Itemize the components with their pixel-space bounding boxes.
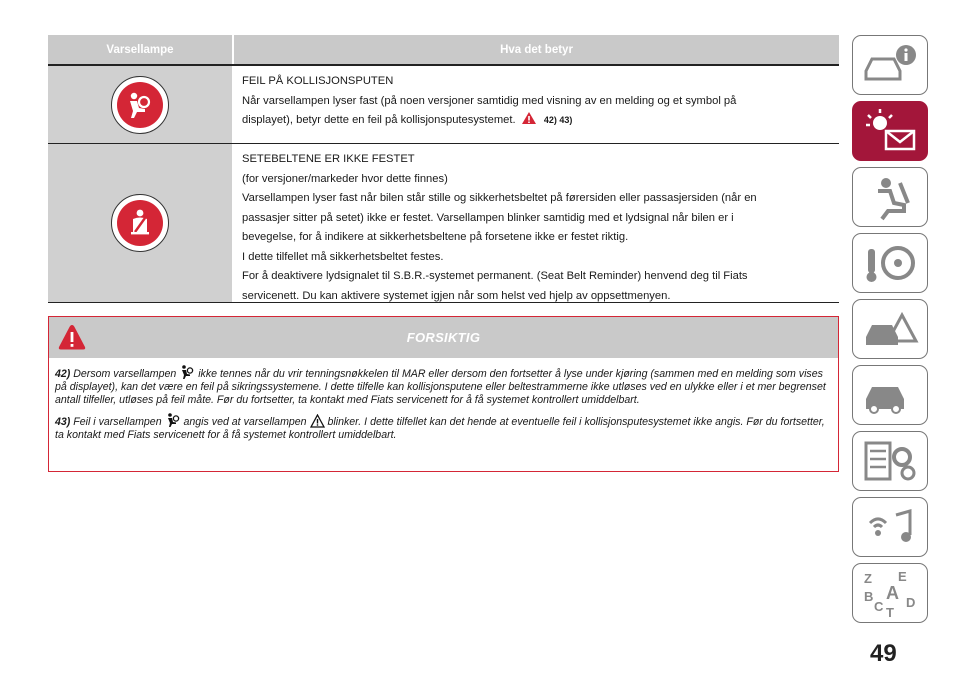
svg-text:C: C: [874, 599, 884, 614]
warning-lights-table: [48, 35, 839, 303]
warning-triangle-icon: [310, 414, 325, 428]
alphabetical-index-icon: [858, 567, 922, 619]
row-text: Varsellampen lyser fast når bilen står stille og sikkerhetsbeltet på førersiden eller passasjersiden (når en: [242, 192, 757, 204]
car-service-icon: [858, 371, 922, 419]
car-info-icon: [858, 41, 922, 89]
table-header: [48, 35, 839, 66]
seat-airbag-icon: [858, 173, 922, 221]
tab-emergency[interactable]: [852, 299, 928, 359]
airbag-symbol-icon: [179, 364, 195, 380]
row-text: bevegelse, for å indikere at sikkerhetsbeltene på forsetene ikke er festet riktig.: [242, 231, 629, 243]
row-text: displayet), betyr dette en feil på kollisjonsputesystemet.: [242, 114, 516, 126]
multimedia-icon: [858, 503, 922, 551]
warning-triangle-icon: [521, 111, 537, 125]
row-title: FEIL PÅ KOLLISJONSPUTEN: [242, 75, 394, 87]
technical-data-gears-icon: [858, 437, 922, 485]
svg-text:B: B: [864, 589, 874, 604]
tab-index[interactable]: [852, 563, 928, 623]
caution-box: [48, 316, 839, 472]
airbag-symbol-icon: [165, 412, 181, 428]
row-text: servicenett. Du kan aktivere systemet igjen når som helst ved hjelp av oppsettmenyen.: [242, 289, 671, 302]
svg-text:E: E: [898, 569, 907, 584]
tab-technical-data[interactable]: [852, 431, 928, 491]
header-meaning: Hva det betyr: [232, 35, 839, 64]
page-number: 49: [870, 640, 897, 667]
table-row: [48, 66, 839, 144]
svg-text:T: T: [886, 605, 894, 619]
caution-title: FORSIKTIG: [406, 330, 481, 345]
tab-starting-driving[interactable]: [852, 233, 928, 293]
svg-text:A: A: [886, 583, 899, 603]
tab-warning-lights[interactable]: [852, 101, 928, 161]
tab-car-info[interactable]: [852, 35, 928, 95]
caution-triangle-icon: [57, 323, 87, 351]
row-text: passasjer sitter på setet) ikke er festet. Varsellampen blinker samtidig med et lydsignal når bilen er i: [242, 211, 734, 224]
road-emergency-icon: [858, 305, 922, 353]
table-row: [48, 144, 839, 303]
tab-safety[interactable]: [852, 167, 928, 227]
svg-text:D: D: [906, 595, 916, 610]
header-warning-light: Varsellampe: [106, 43, 174, 56]
caution-item: 43) Feil i varsellampen angis ved at varsellampen blinker. I dette tilfellet kan det hende at eventuelle feil i kollisjonsputesystemet ikke angis. Før du fortsetter, ta kontakt med Fiats servicenett for å få systemet kontrollert umiddelbart.: [55, 412, 829, 442]
tab-maintenance[interactable]: [852, 365, 928, 425]
seatbelt-warning-icon: [111, 194, 169, 252]
row-text: For å deaktivere lydsignalet til S.B.R.-systemet permanent. (Seat Belt Reminder) henvend deg til Fiats: [242, 270, 748, 282]
warning-lights-message-icon: [858, 105, 922, 157]
reference-numbers: 42) 43): [543, 115, 573, 125]
row-text: Når varsellampen lyser fast (på noen versjoner samtidig med visning av en melding og et symbol på: [242, 94, 737, 107]
row-text: I dette tilfellet må sikkerhetsbeltet festes.: [242, 250, 444, 263]
tab-multimedia[interactable]: [852, 497, 928, 557]
key-steering-wheel-icon: [858, 239, 922, 287]
caution-item: 42) Dersom varsellampen ikke tennes når du vrir tenningsnøkkelen til MAR eller dersom den fortsetter å lyse under kjøring (sammen med en melding som vises på displayet), kan det være en feil på sikringssystemene. I dette tilfelle kan kollisjonsputene eller beltestrammerne ikke utløses ved en ulykke eller i et mer begrenset antall tilfeller, utløses på feil måte. Før du fortsetter, ta kontakt med Fiats servicenett for å få systemet kontrollert umiddelbart.: [55, 364, 829, 407]
airbag-warning-icon: [111, 76, 169, 134]
row-title: SETEBELTENE ER IKKE FESTET: [242, 153, 415, 165]
svg-text:Z: Z: [864, 571, 872, 586]
row-text: (for versjoner/markeder hvor dette finnes): [242, 172, 448, 185]
